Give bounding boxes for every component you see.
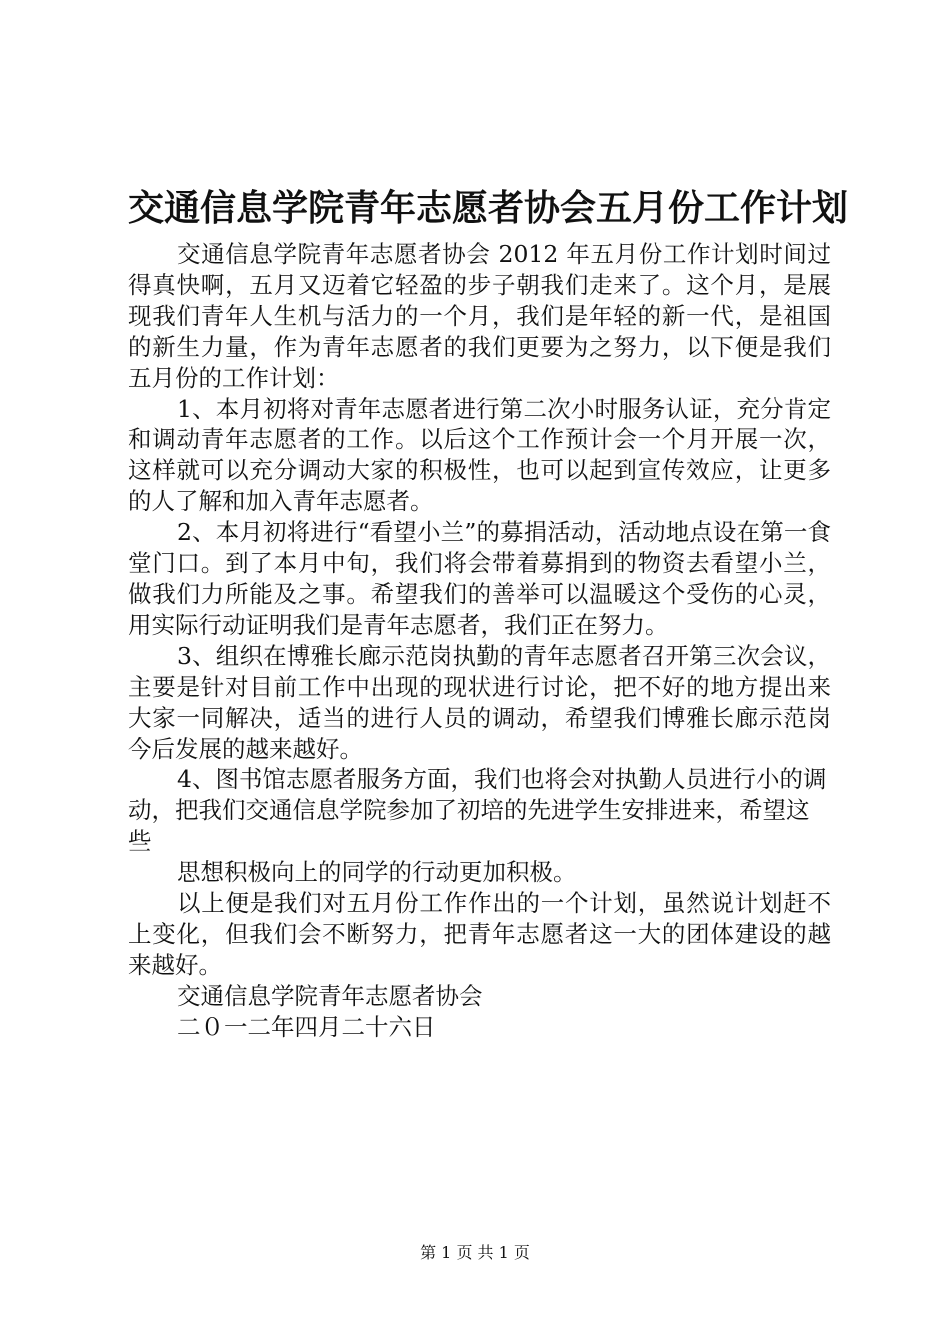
plan-item-3: 3、组织在博雅长廊示范岗执勤的青年志愿者召开第三次会议，主要是针对目前工作中出现的现状进行讨论，把不好的地方提出来大家一同解决，适当的进行人员的调动，希望我们博雅长廊示范岗今后发展的越来越好。 [128,641,831,763]
page-footer: 第 1 页 共 1 页 [420,1243,530,1262]
intro-paragraph: 交通信息学院青年志愿者协会 2012 年五月份工作计划时间过得真快啊，五月又迈着它轻盈的步子朝我们走来了。这个月，是展现我们青年人生机与活力的一个月，我们是年轻的新一代，是祖国的新生力量，作为青年志愿者的我们更要为之努力，以下便是我们五月份的工作计划： [128,240,831,392]
plan-item-4-continuation: 思想积极向上的同学的行动更加积极。 [177,858,577,887]
plan-item-1: 1、本月初将对青年志愿者进行第二次小时服务认证，充分肯定和调动青年志愿者的工作。以后这个工作预计会一个月开展一次，这样就可以充分调动大家的积极性，也可以起到宣传效应，让更多的人了解和加入青年志愿者。 [128,394,831,516]
plan-item-2: 2、本月初将进行“看望小兰”的募捐活动，活动地点设在第一食堂门口。到了本月中旬，我们将会带着募捐到的物资去看望小兰，做我们力所能及之事。希望我们的善举可以温暖这个受伤的心灵，用实际行动证明我们是青年志愿者，我们正在努力。 [128,518,831,639]
signature-date: 二０一二年四月二十六日 [177,1012,436,1041]
document-title: 交通信息学院青年志愿者协会五月份工作计划 [128,188,849,229]
conclusion-paragraph: 以上便是我们对五月份工作作出的一个计划，虽然说计划赶不上变化，但我们会不断努力，把青年志愿者这一大的团体建设的越来越好。 [128,889,831,979]
document-body [128,239,831,1043]
signature-organization: 交通信息学院青年志愿者协会 [177,981,483,1010]
plan-item-4: 4、图书馆志愿者服务方面，我们也将会对执勤人员进行小的调动，把我们交通信息学院参加了初培的先进学生安排进来，希望这些 [128,765,827,856]
